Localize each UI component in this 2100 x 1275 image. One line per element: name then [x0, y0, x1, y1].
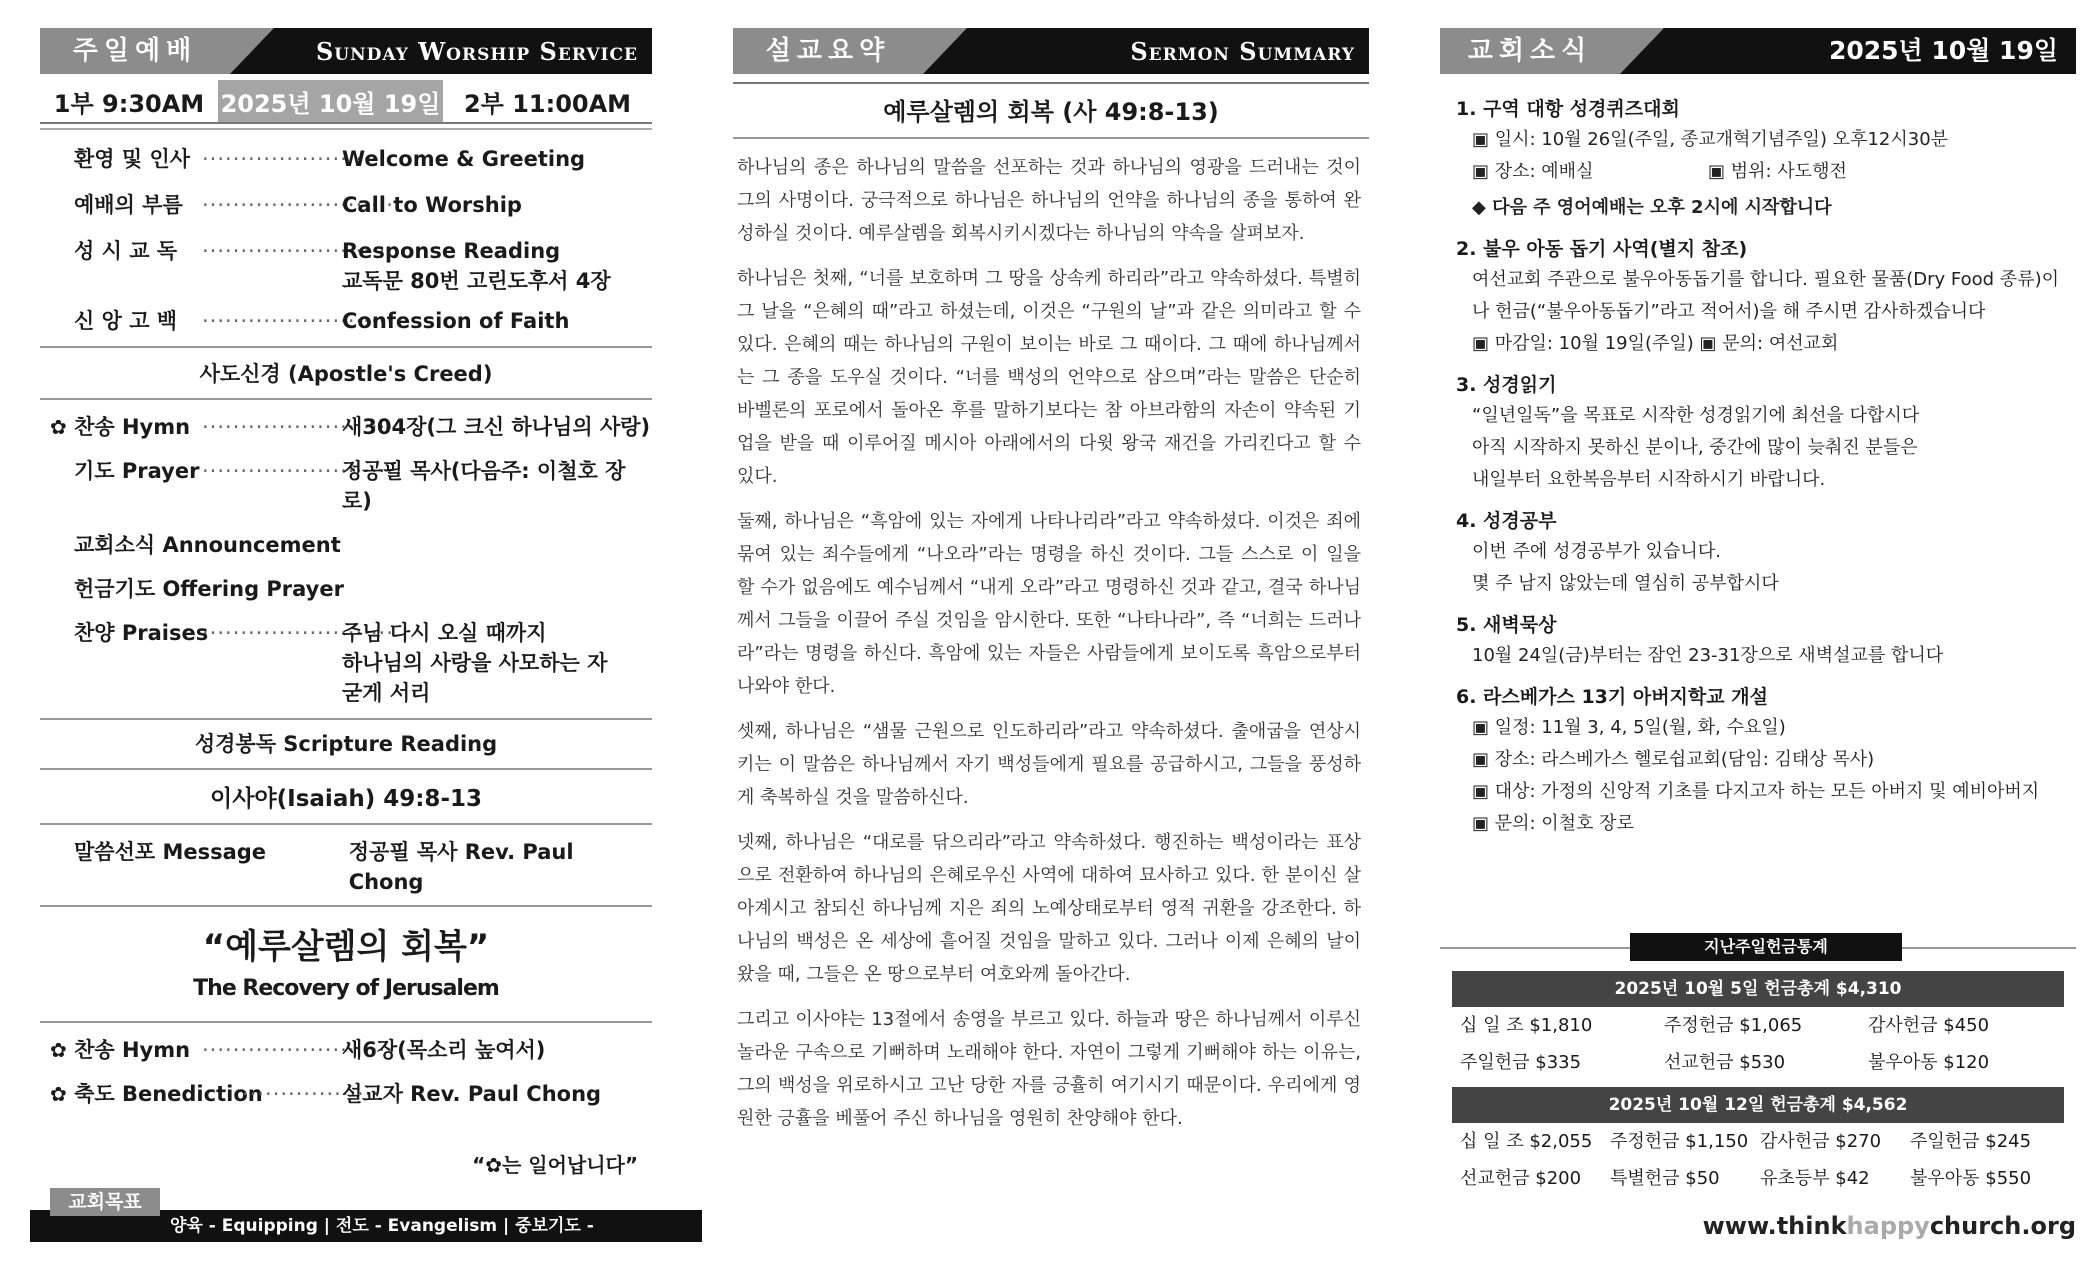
offering-cell: 불우아동 $120 — [1868, 1052, 1990, 1073]
order-value: 새304장(그 크신 하나님의 사랑) — [342, 415, 651, 439]
news-column — [1440, 28, 2076, 1248]
news-line-part: ▣ 범위: 사도행전 — [1708, 161, 1847, 182]
order-value: Call to Worship — [342, 193, 522, 217]
order-label-text: 찬송 Hymn — [74, 415, 191, 439]
offering-cell: 십 일 조 $1,810 — [1460, 1015, 1593, 1036]
sermon-paragraph: 넷째, 하나님은 “대로를 닦으리라”라고 약속하셨다. 행진하는 백성이라는 표상으로 전환하여 하나님의 은혜로우신 사역에 대하여 묘사하고 있다. 한 분이신 살아계시고 참되신 하나님께 지은 죄의 노예상태로부터 영적 귀환을 강조한다. 하나님의 백성은 온 세상에 흩어질 것임을 말하고 있다. 그러나 이제 은혜의 날이 왔을 때, 그들은 온 땅으로부터 여호와께 돌아간다. — [737, 832, 1361, 985]
offering-cell: 주일헌금 $335 — [1460, 1052, 1582, 1073]
order-value — [342, 618, 652, 708]
message-row — [40, 825, 652, 907]
leader-dots: ·················· — [242, 1082, 381, 1106]
sermon-column — [733, 28, 1369, 1135]
offering-cell: 특별헌금 $50 — [1610, 1168, 1720, 1189]
leader-dots: ························· — [202, 1038, 394, 1062]
offering-cell: 유초등부 $42 — [1760, 1168, 1870, 1189]
sermon-paragraph: 하나님의 종은 하나님의 말씀을 선포하는 것과 하나님의 영광을 드러내는 것이 그의 사명이다. 궁극적으로 하나님은 하나님의 언약을 하나님의 종을 통하여 완성하실 것이다. 예루살렘을 회복시키시겠다는 하나님의 약속을 살펴보자. — [737, 157, 1361, 244]
order-item — [74, 306, 652, 336]
sermon-paragraph: 그리고 이사야는 13절에서 송영을 부르고 있다. 하늘과 땅은 하나님께서 이루신 놀라운 구속으로 기뻐하며 노래해야 한다. 자연이 그렇게 기뻐해야 하는 이유는, 그의 백성을 위로하시고 고난 당한 자를 긍휼히 여기시기 때문이다. 우리에게 영원한 긍휼을 베풀어 주신 하나님을 영원히 찬양해야 한다. — [737, 1009, 1361, 1129]
order-label — [50, 412, 202, 442]
offering-stats-label: 지난주일헌금통계 — [1630, 933, 1902, 961]
news-list — [1440, 94, 2076, 840]
offering-cell: 주일헌금 $245 — [1910, 1131, 2032, 1152]
order-label: 찬양 Praises — [74, 621, 209, 645]
news-item-title: 6. 라스베가스 13기 아버지학교 개설 — [1456, 686, 1768, 708]
stand-icon: ✿ — [50, 1038, 67, 1062]
leader-dots: ························· — [202, 621, 394, 645]
leader-dots: ························· — [202, 147, 394, 171]
news-line: 내일부터 요한복음부터 시작하시기 바랍니다. — [1472, 469, 1826, 490]
url-part: happy — [1846, 1212, 1930, 1240]
order-item — [74, 144, 652, 174]
second-service-time: 2부 11:00AM — [463, 89, 632, 118]
offering-cell: 주정헌금 $1,150 — [1610, 1131, 1749, 1152]
order-part1 — [40, 128, 652, 346]
news-line: 10월 24일(금)부터는 잠언 23-31장으로 새벽설교를 합니다 — [1472, 645, 1944, 666]
news-line: ▣ 문의: 이철호 장로 — [1472, 813, 1634, 834]
leader-dots: ························· — [202, 415, 394, 439]
sermon-header-ko: 설교요약 — [733, 28, 923, 74]
sermon-header — [733, 28, 1369, 74]
news-item-title: 4. 성경공부 — [1456, 510, 1557, 532]
order-value-line: 교독문 80번 고린도후서 4장 — [342, 269, 611, 293]
order-item — [50, 618, 652, 708]
news-item-title: 3. 성경읽기 — [1456, 374, 1557, 396]
news-line: “일년일독”을 목표로 시작한 성경읽기에 최선을 다합시다 — [1472, 405, 1920, 426]
offering-stats — [1440, 933, 2076, 1197]
news-line: 몇 주 남지 않았는데 열심히 공부합시다 — [1472, 573, 1779, 594]
order-value — [342, 236, 652, 296]
order-value: 새6장(목소리 높여서) — [342, 1038, 546, 1062]
news-item-title: 5. 새벽묵상 — [1456, 614, 1557, 636]
order-item — [50, 1035, 652, 1065]
praise-line: 굳게 서리 — [342, 681, 431, 705]
leader-dots: ························· — [202, 309, 394, 333]
order-item — [50, 1079, 652, 1109]
news-header-ko: 교회소식 — [1440, 28, 1620, 74]
church-goals — [30, 1188, 702, 1268]
sermon-title-ko: “예루살렘의 회복” — [202, 927, 490, 967]
news-line: ▣ 장소: 라스베가스 헬로쉽교회(담임: 김태상 목사) — [1472, 749, 1875, 770]
news-line: 아직 시작하지 못하신 분이나, 중간에 많이 늦춰진 분들은 — [1472, 437, 1918, 458]
order-value: Welcome & Greeting — [342, 147, 586, 171]
order-part2 — [40, 400, 652, 718]
order-label: 신 앙 고 백 — [74, 309, 178, 333]
url-part: www.think — [1702, 1212, 1847, 1240]
sermon-paragraph: 둘째, 하나님은 “흑암에 있는 자에게 나타나리라”라고 약속하셨다. 이것은 죄에 묶여 있는 죄수들에게 “나오라”라는 명령을 하신 것이다. 그들 스스로 이 일을 할 수가 없음에도 예수님께서 “내게 오라”라고 명령하신 것과 같고, 결국 하나님께서 그들을 이끌어 주실 것임을 암시한다. 또한 “나타나라”, 즉 “너희는 드러나라”라는 명령을 하신다. 흑암에 있는 자들은 사람들에게 보이도록 흑암으로부터 나와야 한다. — [737, 511, 1361, 697]
order-label — [50, 1035, 202, 1065]
order-item — [74, 190, 652, 220]
scripture-row: 이사야(Isaiah) 49:8-13 — [40, 770, 652, 825]
offering-cell: 주정헌금 $1,065 — [1664, 1015, 1803, 1036]
order-value-line: Response Reading — [342, 239, 561, 263]
worship-header — [40, 28, 652, 74]
offering-cell: 십 일 조 $2,055 — [1460, 1131, 1593, 1152]
sermon-header-en: Sermon Summary — [1130, 37, 1355, 66]
order-label — [50, 1079, 263, 1109]
worship-column — [40, 28, 652, 1178]
order-item — [74, 236, 652, 296]
goals-tag: 교회목표 — [50, 1188, 160, 1216]
order-value: 정공필 목사(다음주: 이철호 장로) — [342, 459, 626, 513]
order-label: 기도 Prayer — [74, 459, 200, 483]
offering-cell: 감사헌금 $450 — [1868, 1015, 1990, 1036]
worship-header-en: Sunday Worship Service — [315, 37, 638, 66]
order-item — [50, 412, 652, 442]
leader-dots: ························· — [202, 239, 394, 263]
news-line: ▣ 일정: 11월 3, 4, 5일(월, 화, 수요일) — [1472, 717, 1786, 738]
url-part: church.org — [1929, 1212, 2076, 1240]
order-item — [50, 574, 652, 604]
week2-total: 2025년 10월 12일 헌금총계 $4,562 — [1452, 1087, 2064, 1123]
news-item-title: 1. 구역 대항 성경퀴즈대회 — [1456, 98, 1680, 120]
sermon-title-en: The Recovery of Jerusalem — [193, 976, 499, 1001]
order-label: 헌금기도 Offering Prayer — [74, 577, 344, 601]
week2-grid — [1452, 1123, 2064, 1197]
order-label: 성 시 교 독 — [74, 239, 178, 263]
worship-header-ko: 주일예배 — [40, 28, 230, 74]
order-label: 환영 및 인사 — [74, 147, 191, 171]
sermon-paragraph: 셋째, 하나님은 “샘물 근원으로 인도하리라”라고 약속하셨다. 출애굽을 연상시키는 이 말씀은 하나님께서 자기 백성들에게 필요를 공급하시고, 그들을 풍성하게 축복하실 것을 말씀하신다. — [737, 721, 1361, 808]
news-line: ◆ 다음 주 영어예배는 오후 2시에 시작합니다 — [1472, 197, 1832, 218]
news-item-title: 2. 불우 아동 돕기 사역(별지 참조) — [1456, 238, 1748, 260]
message-label: 말씀선포 Message — [74, 840, 267, 864]
order-value: Confession of Faith — [342, 309, 570, 333]
sermon-paragraph: 하나님은 첫째, “너를 보호하며 그 땅을 상속케 하리라”라고 약속하셨다. 특별히 그 날을 “은혜의 때”라고 하셨는데, 이것은 “구원의 날”과 같은 의미라고 할 수 있다. 은혜의 때는 하나님의 구원이 보이는 바로 그 때이다. 그 때에 하나님께서는 그 종을 도우실 것이다. “너를 백성의 언약으로 삼으며”라는 말씀은 단순히 바벨론의 포로에서 돌아온 후를 말하기보다는 참 아브라함의 자손이 약속된 기업을 받을 때 이루어질 메시아 아래에서의 다윗 왕국 재건을 가리킨다고 할 수 있다. — [737, 268, 1361, 487]
order-label: 예배의 부름 — [74, 193, 183, 217]
stand-icon: ✿ — [50, 415, 67, 439]
sermon-summary-title: 예루살렘의 회복 (사 49:8-13) — [733, 82, 1369, 139]
goals-bar: 양육 - Equipping | 전도 - Evangelism | 중보기도 - Intercessor Player — [30, 1210, 702, 1242]
news-line: ▣ 대상: 가정의 신앙적 기초를 다지고자 하는 모든 아버지 및 예비아버지 — [1472, 781, 2040, 802]
news-line: 여선교회 주관으로 불우아동돕기를 합니다. 필요한 물품(Dry Food 종류)이 — [1472, 269, 2059, 290]
service-times — [40, 80, 652, 124]
service-date: 2025년 10월 19일 — [218, 80, 443, 122]
news-line: ▣ 일시: 10월 26일(주일, 종교개혁기념주일) 오후12시30분 — [1472, 129, 1949, 150]
praise-line: 하나님의 사랑을 사모하는 자 — [342, 651, 608, 675]
leader-dots: ························· — [202, 459, 394, 483]
offering-cell: 감사헌금 $270 — [1760, 1131, 1882, 1152]
offering-cell: 선교헌금 $200 — [1460, 1168, 1582, 1189]
stand-icon: ✿ — [50, 1082, 67, 1106]
news-line-part: ▣ 장소: 예배실 — [1472, 161, 1594, 182]
week1-total: 2025년 10월 5일 헌금총계 $4,310 — [1452, 971, 2064, 1007]
news-date: 2025년 10월 19일 — [1828, 36, 2058, 65]
order-item — [50, 530, 652, 560]
week1-grid — [1452, 1007, 2064, 1081]
praise-line: 주님 다시 오실 때까지 — [342, 621, 547, 645]
stand-note: “✿는 일어납니다” — [472, 1153, 638, 1177]
news-header — [1440, 28, 2076, 74]
order-value: 설교자 Rev. Paul Chong — [342, 1082, 602, 1106]
news-line: 나 헌금(“불우아동돕기”라고 적어서)을 해 주시면 감사하겠습니다 — [1472, 301, 1986, 322]
order-item — [50, 456, 652, 516]
first-service-time: 1부 9:30AM — [53, 89, 205, 118]
scripture-label-row: 성경봉독 Scripture Reading — [40, 718, 652, 770]
church-website[interactable] — [1440, 1212, 2076, 1240]
news-line — [1456, 156, 2076, 188]
leader-dots: ························· — [202, 193, 394, 217]
news-line: 이번 주에 성경공부가 있습니다. — [1472, 541, 1721, 562]
order-label: 교회소식 Announcement — [74, 533, 341, 557]
order-label-text: 찬송 Hymn — [74, 1038, 191, 1062]
news-line: ▣ 마감일: 10월 19일(주일) ▣ 문의: 여선교회 — [1472, 333, 1839, 354]
order-part3 — [40, 1023, 652, 1109]
creed-row: 사도신경 (Apostle's Creed) — [40, 346, 652, 400]
offering-tables — [1440, 933, 2076, 1197]
message-value: 정공필 목사 Rev. Paul Chong — [348, 840, 574, 894]
offering-cell: 불우아동 $550 — [1910, 1168, 2032, 1189]
order-label-text: 축도 Benediction — [74, 1082, 263, 1106]
offering-cell: 선교헌금 $530 — [1664, 1052, 1786, 1073]
